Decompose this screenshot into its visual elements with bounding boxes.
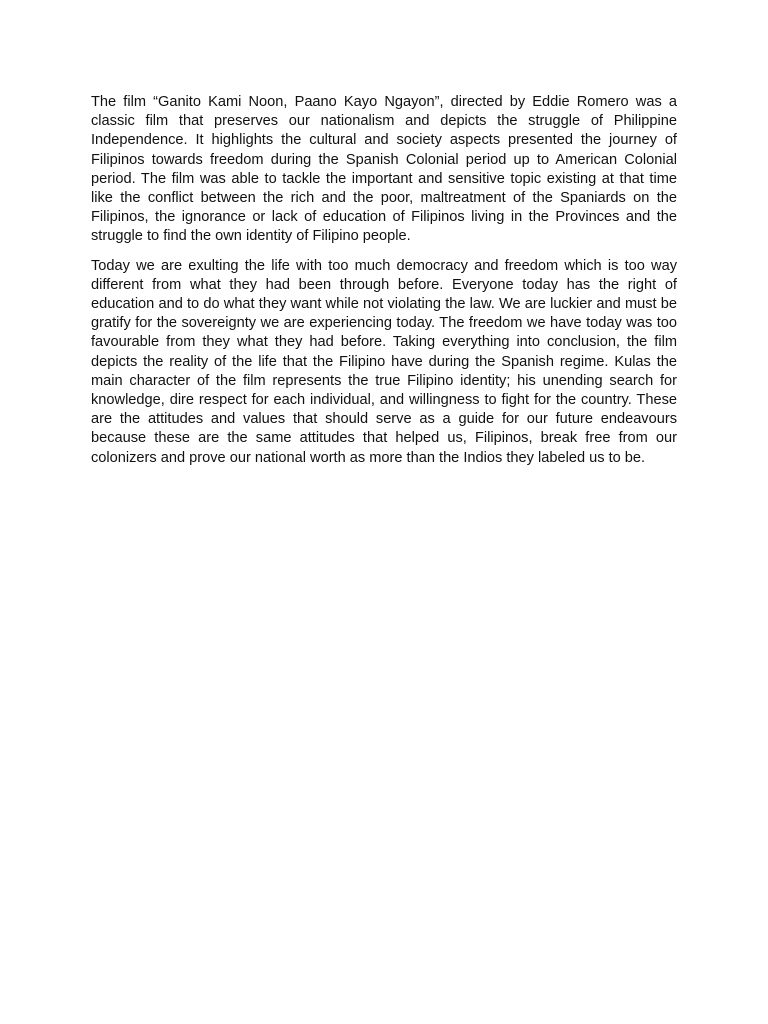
- paragraph-2: Today we are exulting the life with too much democracy and freedom which is too way different from what they had been through before. Everyone today has the right of education and to do what they want while not violating the law. We are luckier and must be gratify for the sovereignty we are experiencing today. The freedom we have today was too favourable from they what they had before. Taking everything into conclusion, the film depicts the reality of the life that the Filipino have during the Spanish regime. Kulas the main character of the film represents the true Filipino identity; his unending search for knowledge, dire respect for each individual, and willingness to fight for the country. These are the attitudes and values that should serve as a guide for our future endeavours because these are the same attitudes that helped us, Filipinos, break free from our colonizers and prove our national worth as more than the Indios they labeled us to be.: [91, 257, 677, 466]
- paragraph-1: The film “Ganito Kami Noon, Paano Kayo Ngayon”, directed by Eddie Romero was a classic film that preserves our nationalism and depicts the struggle of Philippine Independence. It highlights the cultural and society aspects presented the journey of Filipinos towards freedom during the Spanish Colonial period up to American Colonial period. The film was able to tackle the important and sensitive topic existing at that time like the conflict between the rich and the poor, maltreatment of the Spaniards on the Filipinos, the ignorance or lack of education of Filipinos living in the Provinces and the struggle to find the own identity of Filipino people.: [91, 94, 677, 245]
- document-body: [91, 93, 677, 478]
